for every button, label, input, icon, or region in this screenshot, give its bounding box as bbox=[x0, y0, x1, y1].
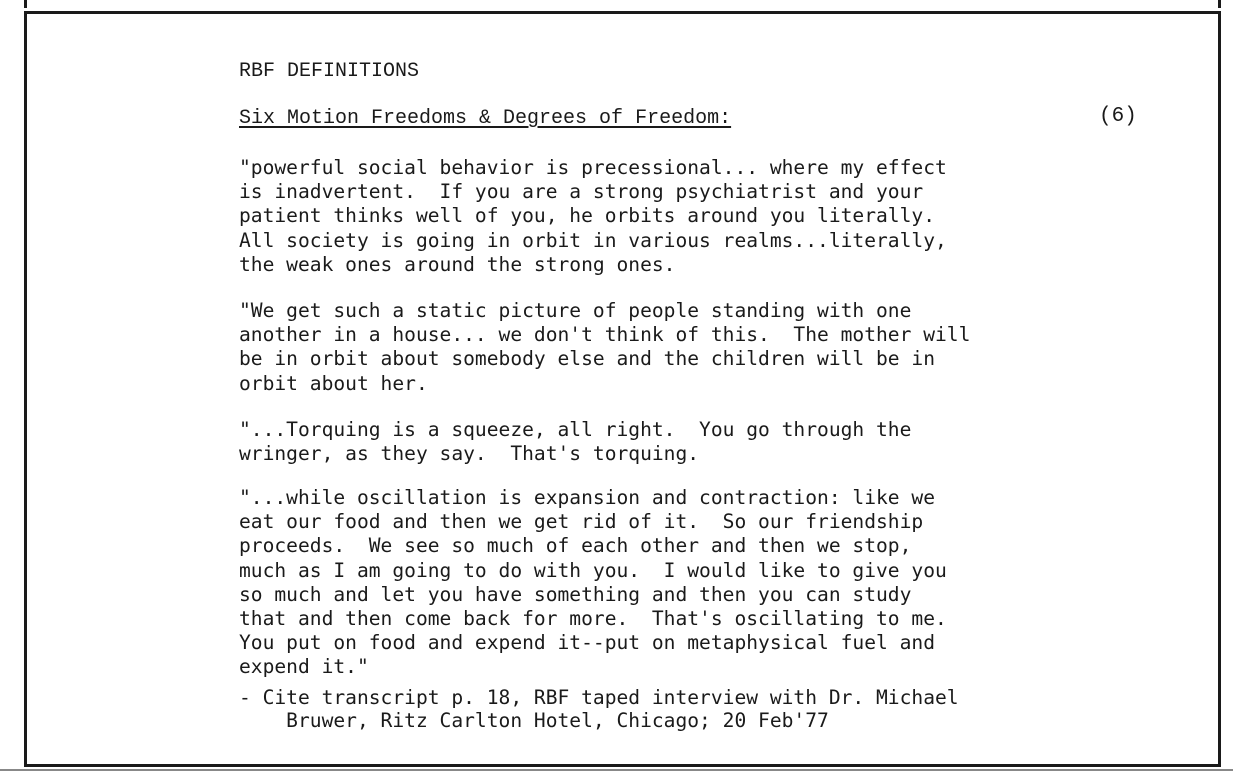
quote-paragraph-torquing: "...Torquing is a squeeze, all right. You go through the wringer, as they say. That's torquing. bbox=[239, 418, 912, 466]
definition-subtitle: Six Motion Freedoms & Degrees of Freedom: bbox=[239, 107, 732, 130]
quote-paragraph-oscillation: "...while oscillation is expansion and contraction: like we eat our food and then we get rid of it. So our friendship proceeds. We see so much of each other and then we stop, much as I am going to do with you. I would like to give you so much and let you have something and then you can study that and then come back for more. That's oscillating to me. You put on food and expend it--put on metaphysical fuel and expend it." bbox=[239, 486, 947, 679]
quote-paragraph-orbit: "We get such a static picture of people standing with one another in a house... we don't think of this. The mother will be in orbit about somebody else and the children will be in orbit about her. bbox=[239, 299, 971, 395]
quote-paragraph-precession: "powerful social behavior is precessional... where my effect is inadvertent. If you are a strong psychiatrist and your patient thinks well of you, he orbits around you literally. All society is going in orbit in various realms...literally, the weak ones around the strong ones. bbox=[239, 156, 947, 276]
citation: - Cite transcript p. 18, RBF taped interview with Dr. Michael Bruwer, Ritz Carlton Hotel, Chicago; 20 Feb'77 bbox=[239, 686, 959, 732]
page-number: (6) bbox=[1099, 105, 1137, 128]
page-bottom-rule bbox=[0, 769, 1233, 771]
document-header: RBF DEFINITIONS bbox=[239, 60, 420, 83]
card-top-border bbox=[24, 0, 1221, 8]
